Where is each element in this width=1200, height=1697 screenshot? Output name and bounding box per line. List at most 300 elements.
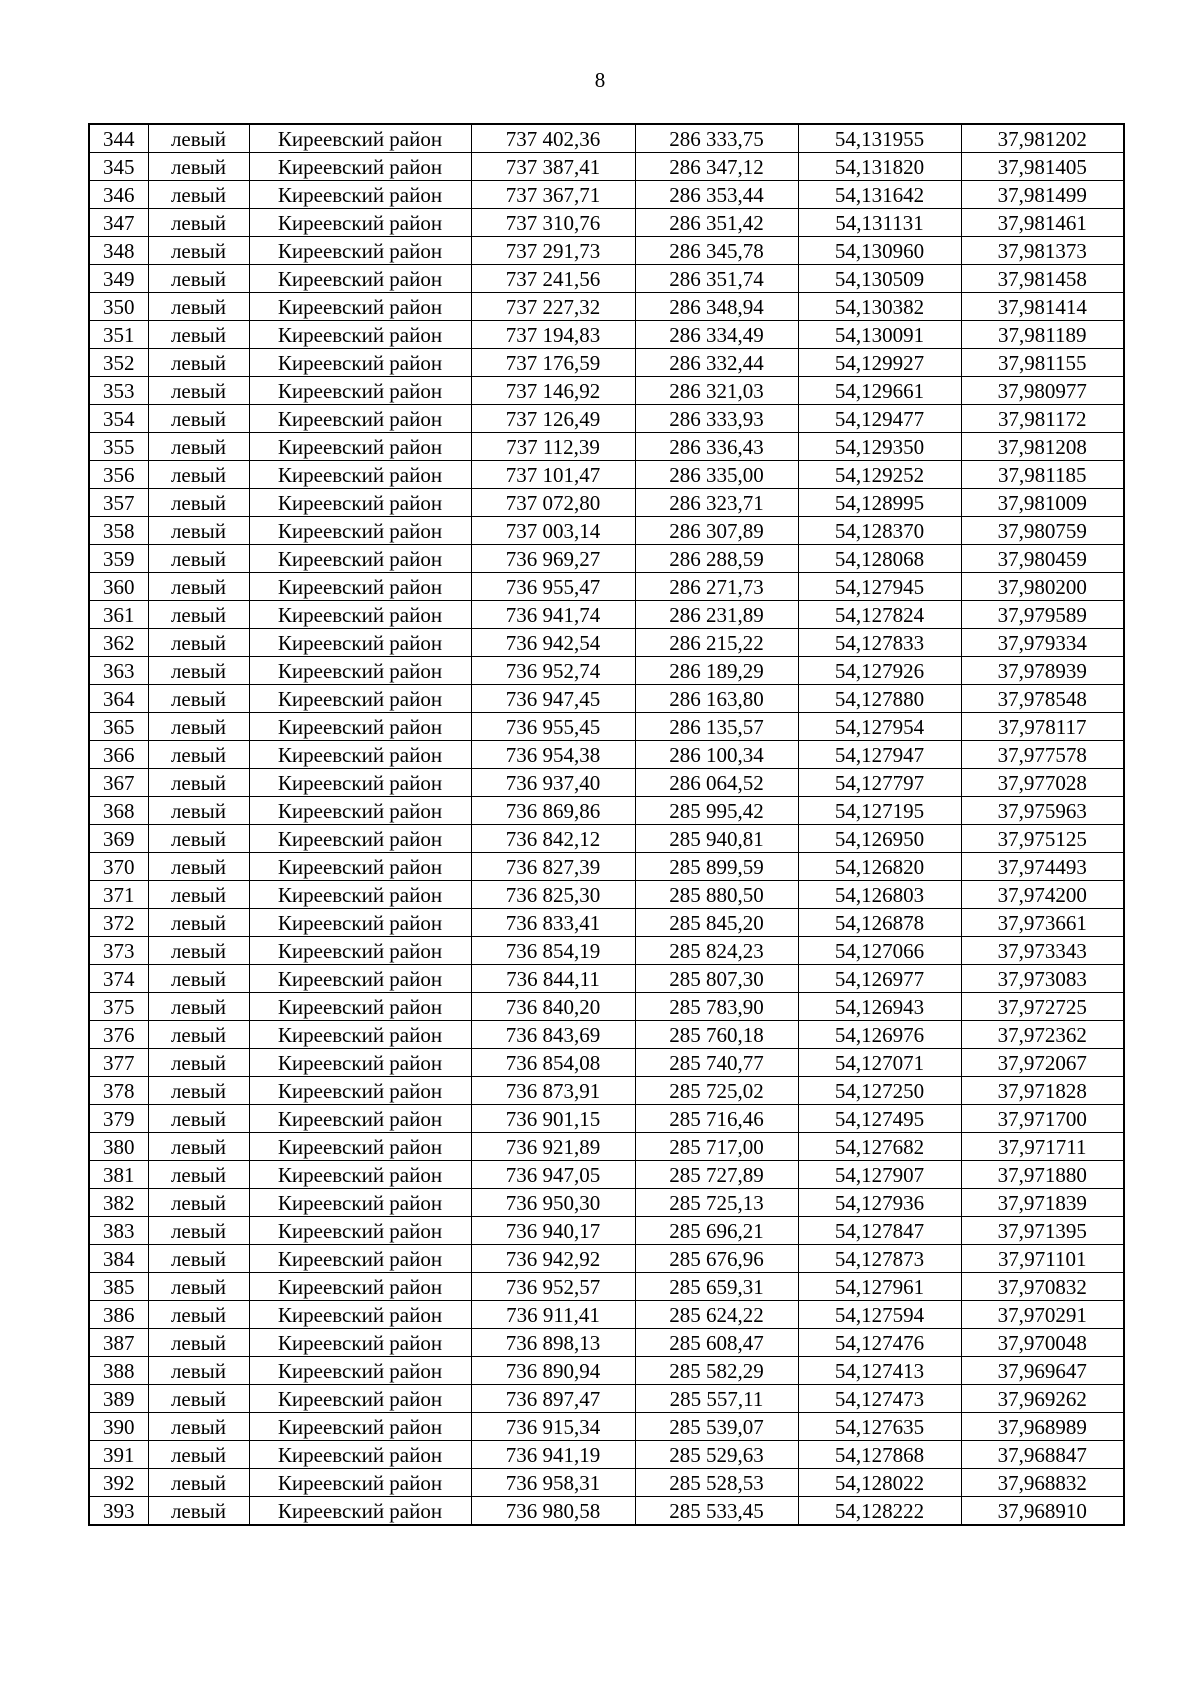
longitude-cell: 37,979589 <box>961 601 1124 629</box>
y-coordinate-cell: 285 824,23 <box>635 937 798 965</box>
latitude-cell: 54,127868 <box>798 1441 961 1469</box>
x-coordinate-cell: 736 942,54 <box>471 629 635 657</box>
y-coordinate-cell: 286 353,44 <box>635 181 798 209</box>
point-number-cell: 359 <box>89 545 148 573</box>
bank-side-cell: левый <box>148 1161 249 1189</box>
district-cell: Киреевский район <box>249 1189 471 1217</box>
district-cell: Киреевский район <box>249 573 471 601</box>
longitude-cell: 37,974200 <box>961 881 1124 909</box>
longitude-cell: 37,978117 <box>961 713 1124 741</box>
district-cell: Киреевский район <box>249 181 471 209</box>
y-coordinate-cell: 285 760,18 <box>635 1021 798 1049</box>
longitude-cell: 37,981373 <box>961 237 1124 265</box>
point-number-cell: 390 <box>89 1413 148 1441</box>
bank-side-cell: левый <box>148 349 249 377</box>
point-number-cell: 350 <box>89 293 148 321</box>
table-row <box>89 1245 1124 1273</box>
latitude-cell: 54,129661 <box>798 377 961 405</box>
y-coordinate-cell: 285 557,11 <box>635 1385 798 1413</box>
latitude-cell: 54,128022 <box>798 1469 961 1497</box>
y-coordinate-cell: 286 333,93 <box>635 405 798 433</box>
table-row <box>89 293 1124 321</box>
table-row <box>89 517 1124 545</box>
bank-side-cell: левый <box>148 1133 249 1161</box>
point-number-cell: 371 <box>89 881 148 909</box>
district-cell: Киреевский район <box>249 517 471 545</box>
x-coordinate-cell: 736 890,94 <box>471 1357 635 1385</box>
latitude-cell: 54,127066 <box>798 937 961 965</box>
table-row <box>89 741 1124 769</box>
latitude-cell: 54,128370 <box>798 517 961 545</box>
bank-side-cell: левый <box>148 1441 249 1469</box>
latitude-cell: 54,126803 <box>798 881 961 909</box>
point-number-cell: 356 <box>89 461 148 489</box>
x-coordinate-cell: 737 387,41 <box>471 153 635 181</box>
table-row <box>89 1385 1124 1413</box>
district-cell: Киреевский район <box>249 685 471 713</box>
longitude-cell: 37,971839 <box>961 1189 1124 1217</box>
bank-side-cell: левый <box>148 741 249 769</box>
y-coordinate-cell: 285 539,07 <box>635 1413 798 1441</box>
latitude-cell: 54,127824 <box>798 601 961 629</box>
table-row <box>89 1357 1124 1385</box>
latitude-cell: 54,131955 <box>798 124 961 153</box>
point-number-cell: 389 <box>89 1385 148 1413</box>
latitude-cell: 54,126943 <box>798 993 961 1021</box>
district-cell: Киреевский район <box>249 377 471 405</box>
latitude-cell: 54,127797 <box>798 769 961 797</box>
bank-side-cell: левый <box>148 405 249 433</box>
longitude-cell: 37,981185 <box>961 461 1124 489</box>
x-coordinate-cell: 736 833,41 <box>471 909 635 937</box>
table-row <box>89 1105 1124 1133</box>
point-number-cell: 374 <box>89 965 148 993</box>
latitude-cell: 54,129350 <box>798 433 961 461</box>
table-row <box>89 629 1124 657</box>
longitude-cell: 37,969262 <box>961 1385 1124 1413</box>
latitude-cell: 54,126878 <box>798 909 961 937</box>
table-row <box>89 1189 1124 1217</box>
y-coordinate-cell: 285 880,50 <box>635 881 798 909</box>
district-cell: Киреевский район <box>249 1049 471 1077</box>
latitude-cell: 54,128222 <box>798 1497 961 1526</box>
district-cell: Киреевский район <box>249 1329 471 1357</box>
x-coordinate-cell: 736 942,92 <box>471 1245 635 1273</box>
bank-side-cell: левый <box>148 1497 249 1526</box>
x-coordinate-cell: 736 950,30 <box>471 1189 635 1217</box>
point-number-cell: 351 <box>89 321 148 349</box>
x-coordinate-cell: 737 003,14 <box>471 517 635 545</box>
table-row <box>89 153 1124 181</box>
y-coordinate-cell: 285 725,13 <box>635 1189 798 1217</box>
district-cell: Киреевский район <box>249 853 471 881</box>
district-cell: Киреевский район <box>249 601 471 629</box>
x-coordinate-cell: 736 952,74 <box>471 657 635 685</box>
x-coordinate-cell: 736 937,40 <box>471 769 635 797</box>
table-row <box>89 601 1124 629</box>
point-number-cell: 370 <box>89 853 148 881</box>
x-coordinate-cell: 736 911,41 <box>471 1301 635 1329</box>
latitude-cell: 54,127071 <box>798 1049 961 1077</box>
bank-side-cell: левый <box>148 1385 249 1413</box>
district-cell: Киреевский район <box>249 209 471 237</box>
y-coordinate-cell: 286 100,34 <box>635 741 798 769</box>
bank-side-cell: левый <box>148 769 249 797</box>
district-cell: Киреевский район <box>249 797 471 825</box>
point-number-cell: 361 <box>89 601 148 629</box>
table-row <box>89 461 1124 489</box>
table-row <box>89 1049 1124 1077</box>
point-number-cell: 347 <box>89 209 148 237</box>
point-number-cell: 365 <box>89 713 148 741</box>
bank-side-cell: левый <box>148 909 249 937</box>
y-coordinate-cell: 285 676,96 <box>635 1245 798 1273</box>
x-coordinate-cell: 737 072,80 <box>471 489 635 517</box>
latitude-cell: 54,127682 <box>798 1133 961 1161</box>
table-row <box>89 321 1124 349</box>
x-coordinate-cell: 737 402,36 <box>471 124 635 153</box>
longitude-cell: 37,981458 <box>961 265 1124 293</box>
bank-side-cell: левый <box>148 265 249 293</box>
table-row <box>89 265 1124 293</box>
x-coordinate-cell: 736 947,45 <box>471 685 635 713</box>
point-number-cell: 346 <box>89 181 148 209</box>
point-number-cell: 363 <box>89 657 148 685</box>
x-coordinate-cell: 736 898,13 <box>471 1329 635 1357</box>
longitude-cell: 37,970291 <box>961 1301 1124 1329</box>
district-cell: Киреевский район <box>249 321 471 349</box>
y-coordinate-cell: 285 845,20 <box>635 909 798 937</box>
x-coordinate-cell: 736 955,47 <box>471 573 635 601</box>
longitude-cell: 37,970832 <box>961 1273 1124 1301</box>
district-cell: Киреевский район <box>249 1077 471 1105</box>
x-coordinate-cell: 736 940,17 <box>471 1217 635 1245</box>
table-row <box>89 685 1124 713</box>
latitude-cell: 54,129477 <box>798 405 961 433</box>
longitude-cell: 37,980459 <box>961 545 1124 573</box>
table-row <box>89 993 1124 1021</box>
longitude-cell: 37,970048 <box>961 1329 1124 1357</box>
latitude-cell: 54,130509 <box>798 265 961 293</box>
x-coordinate-cell: 736 947,05 <box>471 1161 635 1189</box>
longitude-cell: 37,981405 <box>961 153 1124 181</box>
longitude-cell: 37,969647 <box>961 1357 1124 1385</box>
table-row <box>89 769 1124 797</box>
bank-side-cell: левый <box>148 1357 249 1385</box>
district-cell: Киреевский район <box>249 769 471 797</box>
latitude-cell: 54,131820 <box>798 153 961 181</box>
latitude-cell: 54,129252 <box>798 461 961 489</box>
district-cell: Киреевский район <box>249 657 471 685</box>
district-cell: Киреевский район <box>249 1021 471 1049</box>
longitude-cell: 37,971395 <box>961 1217 1124 1245</box>
y-coordinate-cell: 286 307,89 <box>635 517 798 545</box>
longitude-cell: 37,968989 <box>961 1413 1124 1441</box>
x-coordinate-cell: 736 901,15 <box>471 1105 635 1133</box>
district-cell: Киреевский район <box>249 1105 471 1133</box>
district-cell: Киреевский район <box>249 1357 471 1385</box>
latitude-cell: 54,130382 <box>798 293 961 321</box>
point-number-cell: 378 <box>89 1077 148 1105</box>
district-cell: Киреевский район <box>249 909 471 937</box>
x-coordinate-cell: 736 840,20 <box>471 993 635 1021</box>
y-coordinate-cell: 286 064,52 <box>635 769 798 797</box>
point-number-cell: 382 <box>89 1189 148 1217</box>
point-number-cell: 344 <box>89 124 148 153</box>
point-number-cell: 392 <box>89 1469 148 1497</box>
table-row <box>89 853 1124 881</box>
y-coordinate-cell: 286 323,71 <box>635 489 798 517</box>
table-row <box>89 405 1124 433</box>
page-number: 8 <box>594 68 606 92</box>
point-number-cell: 364 <box>89 685 148 713</box>
table-row <box>89 797 1124 825</box>
district-cell: Киреевский район <box>249 1441 471 1469</box>
bank-side-cell: левый <box>148 489 249 517</box>
table-row <box>89 377 1124 405</box>
district-cell: Киреевский район <box>249 1469 471 1497</box>
bank-side-cell: левый <box>148 517 249 545</box>
latitude-cell: 54,127495 <box>798 1105 961 1133</box>
x-coordinate-cell: 737 101,47 <box>471 461 635 489</box>
longitude-cell: 37,980977 <box>961 377 1124 405</box>
bank-side-cell: левый <box>148 881 249 909</box>
y-coordinate-cell: 286 351,42 <box>635 209 798 237</box>
coordinates-table-body <box>89 124 1124 1525</box>
x-coordinate-cell: 736 952,57 <box>471 1273 635 1301</box>
x-coordinate-cell: 737 291,73 <box>471 237 635 265</box>
district-cell: Киреевский район <box>249 405 471 433</box>
latitude-cell: 54,126950 <box>798 825 961 853</box>
point-number-cell: 387 <box>89 1329 148 1357</box>
district-cell: Киреевский район <box>249 965 471 993</box>
y-coordinate-cell: 286 345,78 <box>635 237 798 265</box>
x-coordinate-cell: 736 854,08 <box>471 1049 635 1077</box>
y-coordinate-cell: 285 529,63 <box>635 1441 798 1469</box>
y-coordinate-cell: 285 717,00 <box>635 1133 798 1161</box>
longitude-cell: 37,981499 <box>961 181 1124 209</box>
longitude-cell: 37,981009 <box>961 489 1124 517</box>
x-coordinate-cell: 737 367,71 <box>471 181 635 209</box>
longitude-cell: 37,977578 <box>961 741 1124 769</box>
x-coordinate-cell: 737 310,76 <box>471 209 635 237</box>
latitude-cell: 54,127954 <box>798 713 961 741</box>
bank-side-cell: левый <box>148 853 249 881</box>
longitude-cell: 37,968832 <box>961 1469 1124 1497</box>
y-coordinate-cell: 285 940,81 <box>635 825 798 853</box>
longitude-cell: 37,977028 <box>961 769 1124 797</box>
point-number-cell: 383 <box>89 1217 148 1245</box>
x-coordinate-cell: 737 227,32 <box>471 293 635 321</box>
longitude-cell: 37,981189 <box>961 321 1124 349</box>
bank-side-cell: левый <box>148 237 249 265</box>
table-row <box>89 349 1124 377</box>
bank-side-cell: левый <box>148 713 249 741</box>
coordinates-table <box>88 123 1125 1526</box>
longitude-cell: 37,971700 <box>961 1105 1124 1133</box>
latitude-cell: 54,131131 <box>798 209 961 237</box>
table-row <box>89 825 1124 853</box>
latitude-cell: 54,127594 <box>798 1301 961 1329</box>
longitude-cell: 37,981172 <box>961 405 1124 433</box>
table-row <box>89 881 1124 909</box>
y-coordinate-cell: 285 995,42 <box>635 797 798 825</box>
point-number-cell: 362 <box>89 629 148 657</box>
y-coordinate-cell: 285 528,53 <box>635 1469 798 1497</box>
district-cell: Киреевский район <box>249 1217 471 1245</box>
point-number-cell: 379 <box>89 1105 148 1133</box>
bank-side-cell: левый <box>148 461 249 489</box>
x-coordinate-cell: 736 842,12 <box>471 825 635 853</box>
x-coordinate-cell: 737 176,59 <box>471 349 635 377</box>
longitude-cell: 37,968910 <box>961 1497 1124 1526</box>
bank-side-cell: левый <box>148 124 249 153</box>
latitude-cell: 54,129927 <box>798 349 961 377</box>
district-cell: Киреевский район <box>249 489 471 517</box>
latitude-cell: 54,127907 <box>798 1161 961 1189</box>
point-number-cell: 373 <box>89 937 148 965</box>
latitude-cell: 54,127847 <box>798 1217 961 1245</box>
table-row <box>89 489 1124 517</box>
table-row <box>89 937 1124 965</box>
bank-side-cell: левый <box>148 601 249 629</box>
district-cell: Киреевский район <box>249 881 471 909</box>
longitude-cell: 37,973083 <box>961 965 1124 993</box>
table-row <box>89 1469 1124 1497</box>
y-coordinate-cell: 285 899,59 <box>635 853 798 881</box>
district-cell: Киреевский район <box>249 741 471 769</box>
latitude-cell: 54,127945 <box>798 573 961 601</box>
district-cell: Киреевский район <box>249 1161 471 1189</box>
bank-side-cell: левый <box>148 545 249 573</box>
latitude-cell: 54,130091 <box>798 321 961 349</box>
district-cell: Киреевский район <box>249 237 471 265</box>
latitude-cell: 54,127413 <box>798 1357 961 1385</box>
point-number-cell: 368 <box>89 797 148 825</box>
y-coordinate-cell: 286 163,80 <box>635 685 798 713</box>
x-coordinate-cell: 737 194,83 <box>471 321 635 349</box>
point-number-cell: 345 <box>89 153 148 181</box>
longitude-cell: 37,981202 <box>961 124 1124 153</box>
district-cell: Киреевский район <box>249 629 471 657</box>
point-number-cell: 353 <box>89 377 148 405</box>
longitude-cell: 37,968847 <box>961 1441 1124 1469</box>
table-row <box>89 433 1124 461</box>
table-row <box>89 657 1124 685</box>
x-coordinate-cell: 736 825,30 <box>471 881 635 909</box>
bank-side-cell: левый <box>148 153 249 181</box>
longitude-cell: 37,971711 <box>961 1133 1124 1161</box>
district-cell: Киреевский район <box>249 545 471 573</box>
bank-side-cell: левый <box>148 797 249 825</box>
point-number-cell: 375 <box>89 993 148 1021</box>
latitude-cell: 54,127926 <box>798 657 961 685</box>
bank-side-cell: левый <box>148 377 249 405</box>
bank-side-cell: левый <box>148 1049 249 1077</box>
latitude-cell: 54,127250 <box>798 1077 961 1105</box>
latitude-cell: 54,127873 <box>798 1245 961 1273</box>
longitude-cell: 37,975125 <box>961 825 1124 853</box>
bank-side-cell: левый <box>148 1245 249 1273</box>
longitude-cell: 37,981461 <box>961 209 1124 237</box>
x-coordinate-cell: 737 112,39 <box>471 433 635 461</box>
longitude-cell: 37,972725 <box>961 993 1124 1021</box>
bank-side-cell: левый <box>148 965 249 993</box>
longitude-cell: 37,978548 <box>961 685 1124 713</box>
x-coordinate-cell: 737 146,92 <box>471 377 635 405</box>
table-row <box>89 1413 1124 1441</box>
point-number-cell: 380 <box>89 1133 148 1161</box>
y-coordinate-cell: 285 533,45 <box>635 1497 798 1526</box>
y-coordinate-cell: 286 332,44 <box>635 349 798 377</box>
y-coordinate-cell: 286 271,73 <box>635 573 798 601</box>
bank-side-cell: левый <box>148 629 249 657</box>
point-number-cell: 384 <box>89 1245 148 1273</box>
point-number-cell: 349 <box>89 265 148 293</box>
bank-side-cell: левый <box>148 433 249 461</box>
bank-side-cell: левый <box>148 181 249 209</box>
latitude-cell: 54,126977 <box>798 965 961 993</box>
y-coordinate-cell: 285 582,29 <box>635 1357 798 1385</box>
latitude-cell: 54,127195 <box>798 797 961 825</box>
longitude-cell: 37,972067 <box>961 1049 1124 1077</box>
x-coordinate-cell: 736 941,74 <box>471 601 635 629</box>
table-row <box>89 181 1124 209</box>
x-coordinate-cell: 736 827,39 <box>471 853 635 881</box>
y-coordinate-cell: 285 740,77 <box>635 1049 798 1077</box>
x-coordinate-cell: 736 921,89 <box>471 1133 635 1161</box>
table-row <box>89 1161 1124 1189</box>
longitude-cell: 37,972362 <box>961 1021 1124 1049</box>
longitude-cell: 37,980759 <box>961 517 1124 545</box>
bank-side-cell: левый <box>148 1273 249 1301</box>
bank-side-cell: левый <box>148 1217 249 1245</box>
point-number-cell: 352 <box>89 349 148 377</box>
latitude-cell: 54,130960 <box>798 237 961 265</box>
x-coordinate-cell: 736 958,31 <box>471 1469 635 1497</box>
longitude-cell: 37,973343 <box>961 937 1124 965</box>
table-row <box>89 1301 1124 1329</box>
district-cell: Киреевский район <box>249 461 471 489</box>
table-row <box>89 965 1124 993</box>
y-coordinate-cell: 286 215,22 <box>635 629 798 657</box>
y-coordinate-cell: 286 321,03 <box>635 377 798 405</box>
latitude-cell: 54,127961 <box>798 1273 961 1301</box>
point-number-cell: 376 <box>89 1021 148 1049</box>
point-number-cell: 393 <box>89 1497 148 1526</box>
latitude-cell: 54,127880 <box>798 685 961 713</box>
table-row <box>89 1133 1124 1161</box>
x-coordinate-cell: 736 954,38 <box>471 741 635 769</box>
table-row <box>89 1329 1124 1357</box>
bank-side-cell: левый <box>148 1469 249 1497</box>
point-number-cell: 355 <box>89 433 148 461</box>
point-number-cell: 348 <box>89 237 148 265</box>
district-cell: Киреевский район <box>249 124 471 153</box>
y-coordinate-cell: 285 807,30 <box>635 965 798 993</box>
point-number-cell: 367 <box>89 769 148 797</box>
x-coordinate-cell: 737 126,49 <box>471 405 635 433</box>
x-coordinate-cell: 736 869,86 <box>471 797 635 825</box>
longitude-cell: 37,971101 <box>961 1245 1124 1273</box>
longitude-cell: 37,978939 <box>961 657 1124 685</box>
latitude-cell: 54,126820 <box>798 853 961 881</box>
point-number-cell: 388 <box>89 1357 148 1385</box>
table-row <box>89 1077 1124 1105</box>
latitude-cell: 54,131642 <box>798 181 961 209</box>
district-cell: Киреевский район <box>249 713 471 741</box>
bank-side-cell: левый <box>148 573 249 601</box>
